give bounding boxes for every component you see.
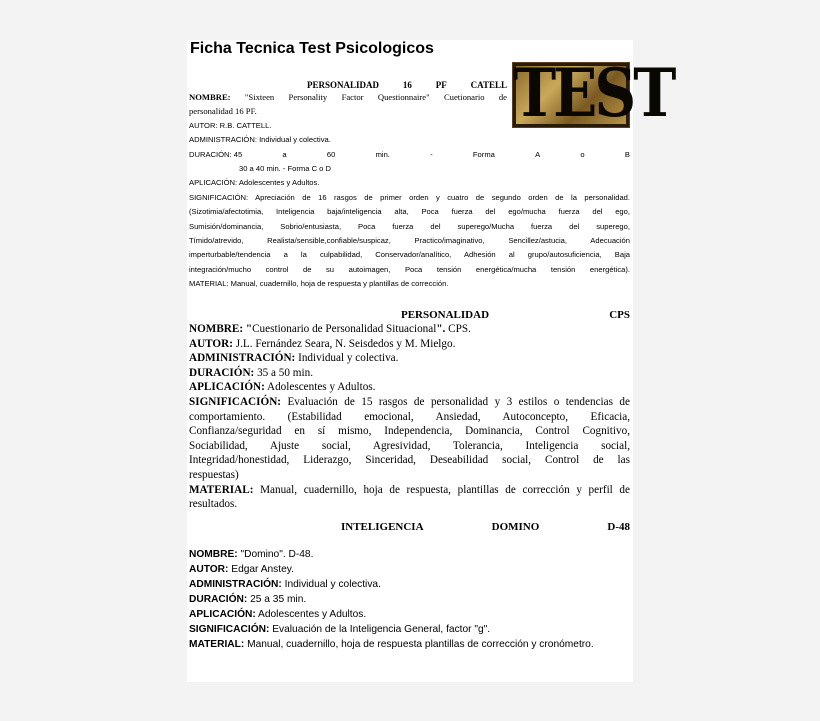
significacion-line-3: Confianza/seguridad en sí mismo, Independencia, Dominancia, Control Cognitivo, bbox=[189, 425, 630, 438]
section-cps bbox=[189, 308, 630, 512]
significacion-line: SIGNIFICACIÓN: Evaluación de la Inteligencia General, factor "g". bbox=[189, 624, 491, 635]
section-heading: INTELIGENCIA DOMINO D-48 bbox=[341, 521, 630, 533]
section-body bbox=[189, 547, 630, 652]
material-line-cont: resultados. bbox=[189, 498, 238, 511]
administracion-line: ADMINISTRACIÓN: Individual y colectiva. bbox=[189, 135, 331, 145]
administracion-line: ADMINISTRACIÓN: Individual y colectiva. bbox=[189, 579, 381, 590]
section-16pf bbox=[189, 80, 630, 292]
significacion-line-5: imperturbable/tendencia a la culpabilidad, Conservador/analítico, Adhesión al grupo/autosuficiencia, Baja bbox=[189, 250, 630, 260]
significacion-line-1: SIGNIFICACIÓN: Apreciación de 16 rasgos de primer orden y cuatro de segundo orden de la personalidad. bbox=[189, 192, 630, 202]
significacion-line-2: comportamiento. (Estabilidad emocional, Ansiedad, Autoconcepto, Eficacia, bbox=[189, 410, 630, 423]
nombre-line: NOMBRE: "Cuestionario de Personalidad Situacional". CPS. bbox=[189, 323, 471, 335]
duracion-line-cont: 30 a 40 min. - Forma C o D bbox=[239, 164, 332, 174]
autor-line: AUTOR: J.L. Fernández Seara, N. Seisdedos y M. Mielgo. bbox=[189, 337, 456, 350]
document-page bbox=[187, 40, 674, 682]
material-line: MATERIAL: Manual, cuadernillo, hoja de respuesta y plantillas de corrección. bbox=[189, 279, 449, 289]
autor-line: AUTOR: R.B. CATTELL. bbox=[189, 120, 272, 130]
page-title: Ficha Tecnica Test Psicologicos bbox=[190, 40, 434, 57]
duracion-line: DURACIÓN: 25 a 35 min. bbox=[189, 594, 307, 605]
duracion-line: DURACIÓN: 45 a 60 min. - Forma A o B bbox=[189, 149, 630, 159]
aplicacion-line: APLICACIÓN: Adolescentes y Adultos. bbox=[189, 609, 367, 620]
logo-text: TEST bbox=[513, 53, 674, 133]
duracion-line: DURACIÓN: 35 a 50 min. bbox=[189, 366, 313, 379]
significacion-line-1: SIGNIFICACIÓN: Evaluación de 15 rasgos de personalidad y 3 estilos o tendencias de bbox=[189, 395, 630, 408]
nombre-line: NOMBRE: "Sixteen Personality Factor Questionnaire" Cuetionario de bbox=[189, 92, 507, 102]
significacion-line-4: Tímido/atrevido, Realista/sensible,confiable/suspicaz, Practico/imaginativo, Sencillez/astucia, Adecuación bbox=[189, 236, 630, 246]
aplicacion-line: APLICACIÓN: Adolescentes y Adultos. bbox=[189, 178, 320, 188]
section-domino bbox=[189, 520, 630, 652]
section-heading: PERSONALIDAD CPS bbox=[401, 309, 630, 321]
autor-line: AUTOR: Edgar Anstey. bbox=[189, 564, 294, 575]
nombre-line: NOMBRE: "Domino". D-48. bbox=[189, 549, 314, 560]
significacion-line-6: respuestas) bbox=[189, 468, 239, 481]
section-heading: PERSONALIDAD 16 PF CATELL bbox=[307, 80, 507, 90]
material-line: MATERIAL: Manual, cuadernillo, hoja de respuesta, plantillas de corrección y perfil de bbox=[189, 483, 630, 496]
significacion-line-2: (Sizotimia/afectotimia, Inteligencia baja/inteligencia alta, Poca fuerza del ego/mucha fuerza del ego, bbox=[189, 207, 630, 217]
significacion-line-6: integración/mucho control de su autoimagen, Poca tensión energética/mucha tensión energética). bbox=[189, 264, 630, 274]
nombre-line-cont: personalidad 16 PF. bbox=[189, 106, 257, 117]
significacion-line-4: Sociabilidad, Ajuste social, Agresividad, Tolerancia, Inteligencia social, bbox=[189, 439, 630, 452]
material-line: MATERIAL: Manual, cuadernillo, hoja de respuesta plantillas de corrección y cronómetro. bbox=[189, 639, 594, 650]
administracion-line: ADMINISTRACIÓN: Individual y colectiva. bbox=[189, 352, 399, 365]
significacion-line-5: Integridad/honestidad, Liderazgo, Sinceridad, Deseabilidad social, Control de las bbox=[189, 454, 630, 467]
significacion-line-3: Sumisión/dominancia, Sobrio/entusiasta, Poca fuerza del superego/Mucha fuerza del superego, bbox=[189, 221, 630, 231]
aplicacion-line: APLICACIÓN: Adolescentes y Adultos. bbox=[189, 381, 376, 394]
